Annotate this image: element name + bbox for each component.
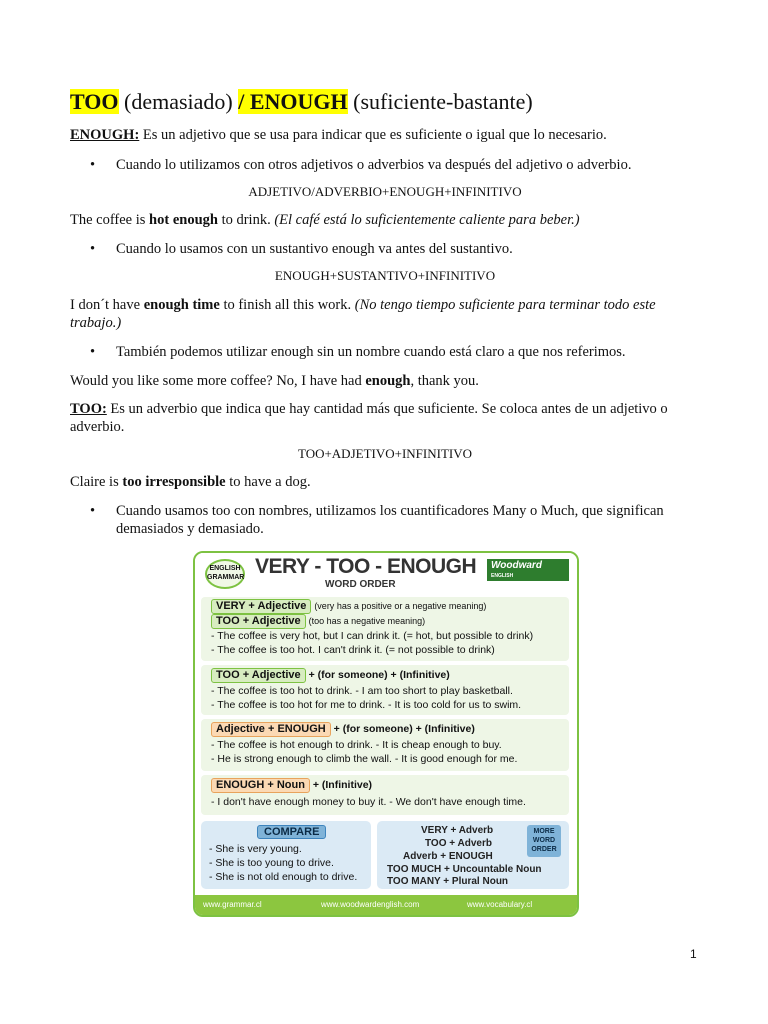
- pill-very-adjective: VERY + Adjective: [211, 599, 311, 614]
- grammar-infographic: [193, 551, 579, 917]
- bullet-dot: •: [90, 344, 96, 360]
- ex2-c: to finish all this work.: [219, 297, 355, 313]
- example-enough-noun: - I don't have enough money to buy it. - We don't have enough time.: [211, 796, 526, 808]
- example-very: - The coffee is very hot, but I can drink it. (= hot, but possible to drink): [211, 630, 534, 642]
- word-order-3: Adverb + ENOUGH: [403, 851, 493, 862]
- example-too: - The coffee is too hot. I can't drink it. (= not possible to drink): [211, 644, 495, 656]
- example-2: [70, 296, 700, 332]
- section-enough-noun: [201, 775, 569, 815]
- example-too-2: - The coffee is too hot for me to drink. - It is too cold for us to swim.: [211, 699, 522, 711]
- note-too: (too has a negative meaning): [308, 616, 426, 626]
- section-adjective-enough: [201, 719, 569, 771]
- rule-too-infinitive: [211, 668, 450, 683]
- pill-too-adjective-2: TOO + Adjective: [211, 668, 306, 683]
- example-3: [70, 372, 700, 390]
- ex4-b: too irresponsible: [122, 474, 226, 490]
- title-too: TOO: [70, 89, 119, 114]
- note-very: (very has a positive or a negative meaning): [314, 601, 487, 611]
- bullet-3-text: También podemos utilizar enough sin un nombre cuando está claro a que nos referimos.: [116, 344, 626, 360]
- title-enough-gloss: (suficiente-bastante): [347, 89, 533, 114]
- rule-adjective-enough: [211, 722, 475, 737]
- pill-enough-noun: ENOUGH + Noun: [211, 778, 310, 793]
- ex4-c: to have a dog.: [225, 474, 311, 490]
- compare-line-2: - She is too young to drive.: [209, 857, 334, 869]
- formula-2: ENOUGH+SUSTANTIVO+INFINITIVO: [274, 268, 496, 283]
- example-too-1: - The coffee is too hot to drink. - I am too short to play basketball.: [211, 685, 513, 697]
- too-def-text: Es un adverbio que indica que hay cantidad más que suficiente. Se coloca antes de un adjetivo o adverbio.: [70, 401, 668, 435]
- too-label: TOO:: [70, 401, 107, 417]
- ex2-a: I don´t have: [70, 297, 144, 313]
- too-definition: [70, 400, 700, 436]
- ex3-b: enough: [365, 373, 411, 389]
- word-order-box: [377, 821, 569, 889]
- ex1-d: (El café está lo suficientemente caliente para beber.): [274, 212, 580, 228]
- pill-too-adjective: TOO + Adjective: [211, 614, 306, 629]
- ex3-c: , thank you.: [410, 373, 479, 389]
- infographic-title: VERY - TOO - ENOUGH: [255, 555, 477, 578]
- bullet-2: [70, 240, 700, 258]
- compare-label: COMPARE: [257, 825, 326, 839]
- bullet-4: [70, 502, 700, 538]
- formula-3: TOO+ADJETIVO+INFINITIVO: [297, 446, 472, 461]
- page-number: 1: [690, 947, 697, 961]
- footer-link-woodward: www.woodwardenglish.com: [321, 900, 420, 909]
- brand-name: Woodward: [491, 560, 542, 571]
- section-too-infinitive: [201, 665, 569, 715]
- title-enough: ENOUGH: [249, 89, 348, 114]
- enough-label: ENOUGH:: [70, 127, 140, 143]
- example-1: [70, 211, 700, 229]
- footer-link-vocabulary: www.vocabulary.cl: [467, 900, 533, 909]
- ex4-a: Claire is: [70, 474, 123, 490]
- ex2-d: (No tengo tiempo suficiente para terminar todo este trabajo.): [70, 297, 656, 331]
- bullet-1: [70, 156, 700, 174]
- brand-sub: ENGLISH: [491, 573, 514, 579]
- compare-line-1: - She is very young.: [209, 843, 302, 855]
- bullet-2-text: Cuando lo usamos con un sustantivo enough va antes del sustantivo.: [116, 241, 513, 257]
- infographic-header: [195, 553, 577, 595]
- rule-enough-noun: [211, 778, 372, 793]
- page-title: [70, 88, 533, 116]
- word-order-4: TOO MUCH + Uncountable Noun: [387, 864, 542, 875]
- enough-definition: [70, 126, 700, 144]
- bullet-dot: •: [90, 241, 96, 257]
- bullet-dot: •: [90, 157, 96, 173]
- formula-1: ADJETIVO/ADVERBIO+ENOUGH+INFINITIVO: [248, 184, 522, 199]
- example-enough-1: - The coffee is hot enough to drink. - It is cheap enough to buy.: [211, 739, 502, 751]
- example-4: [70, 473, 700, 491]
- bullet-3: [70, 343, 700, 361]
- ex2-b: enough time: [143, 297, 220, 313]
- title-too-gloss: (demasiado): [118, 89, 239, 114]
- more-word-order-badge: MORE WORD ORDER: [527, 825, 561, 857]
- compare-box: [201, 821, 371, 889]
- english-grammar-badge: ENGLISH GRAMMAR: [205, 559, 245, 589]
- rule-adj-enough-rest: + (for someone) + (Infinitive): [330, 723, 475, 735]
- rule-very: [211, 599, 486, 614]
- section-very-too: [201, 597, 569, 661]
- infographic-footer: [195, 895, 577, 915]
- bullet-1-text: Cuando lo utilizamos con otros adjetivos o adverbios va después del adjetivo o adverbio.: [116, 157, 632, 173]
- ex1-c: to drink.: [217, 212, 275, 228]
- rule-too-rest: + (for someone) + (Infinitive): [305, 669, 450, 681]
- ex1-b: hot enough: [149, 212, 218, 228]
- title-slash: /: [238, 89, 250, 114]
- footer-link-grammar: www.grammar.cl: [203, 900, 262, 909]
- bullet-dot: •: [90, 503, 96, 519]
- word-order-2: TOO + Adverb: [425, 838, 492, 849]
- woodward-logo: [487, 559, 569, 581]
- infographic-subtitle: WORD ORDER: [325, 579, 396, 590]
- enough-def-text: Es un adjetivo que se usa para indicar que es suficiente o igual que lo necesario.: [139, 127, 607, 143]
- rule-enough-noun-rest: + (Infinitive): [309, 779, 373, 791]
- bullet-4-text: Cuando usamos too con nombres, utilizamos los cuantificadores Many o Much, que significan demasiados y demasiado.: [116, 503, 664, 537]
- compare-line-3: - She is not old enough to drive.: [209, 871, 358, 883]
- ex1-a: The coffee is: [70, 212, 150, 228]
- rule-too: [211, 614, 425, 629]
- word-order-1: VERY + Adverb: [421, 825, 494, 836]
- ex3-a: Would you like some more coffee? No, I have had: [70, 373, 366, 389]
- word-order-5: TOO MANY + Plural Noun: [387, 876, 509, 887]
- pill-adjective-enough: Adjective + ENOUGH: [211, 722, 331, 737]
- example-enough-2: - He is strong enough to climb the wall. - It is good enough for me.: [211, 753, 518, 765]
